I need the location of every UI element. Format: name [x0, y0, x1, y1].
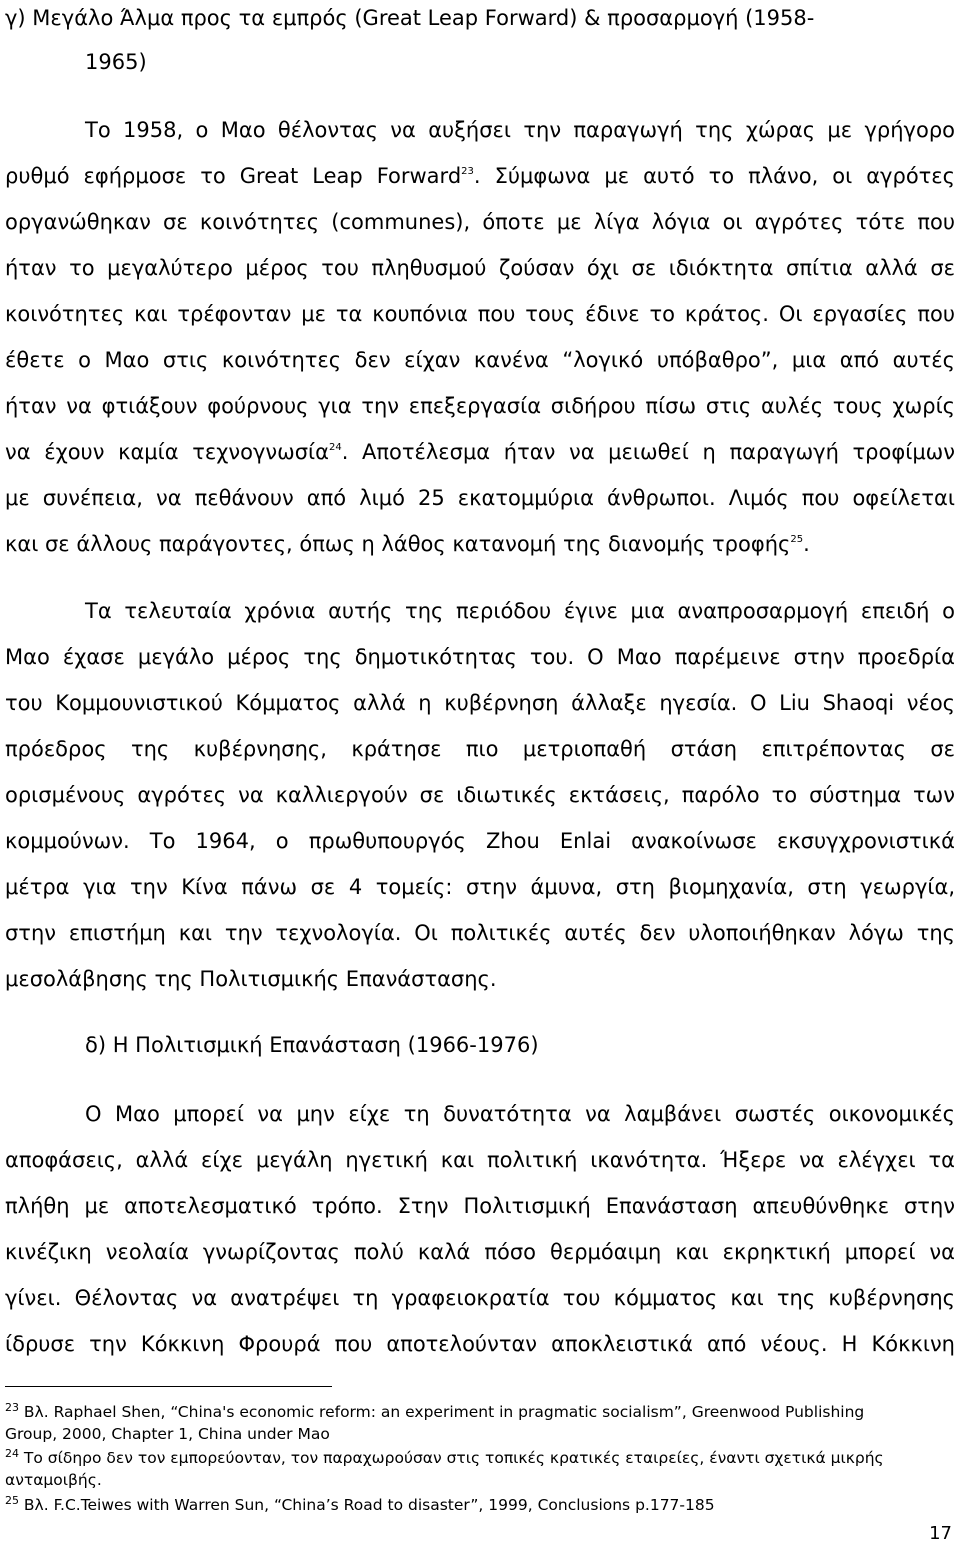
- paragraph-line: Μαο έχασε μεγάλο μέρος της δημοτικότητας του. Ο Μαο παρέμεινε στην προεδρία: [5, 645, 955, 669]
- paragraph-text: .: [803, 532, 810, 556]
- footnote-number: 25: [5, 1494, 19, 1507]
- footnote-24-cont: ανταμοιβής.: [5, 1471, 102, 1489]
- paragraph-line: πλήθη με αποτελεσματικό τρόπο. Στην Πολιτισμική Επανάσταση απευθύνθηκε στην: [5, 1194, 955, 1218]
- footnote-23-cont: Group, 2000, Chapter 1, China under Mao: [5, 1425, 330, 1443]
- paragraph-line: πρόεδρος της κυβέρνησης, κράτησε πιο μετριοπαθή στάση επιτρέποντας σε: [5, 737, 955, 761]
- footnote-number: 24: [5, 1447, 19, 1460]
- paragraph-text: . Αποτέλεσμα ήταν να μειωθεί η παραγωγή τροφίμων: [341, 440, 955, 464]
- paragraph-line: αποφάσεις, αλλά είχε μεγάλη ηγετική και πολιτική ικανότητα. Ήξερε να ελέγχει τα: [5, 1148, 955, 1172]
- paragraph-line: μέτρα για την Κίνα πάνω σε 4 τομείς: στην άμυνα, στη βιομηχανία, στη γεωργία,: [5, 875, 955, 899]
- footnote-23: [5, 1402, 864, 1422]
- paragraph-line: Το 1958, ο Μαο θέλοντας να αυξήσει την παραγωγή της χώρας με γρήγορο: [85, 118, 955, 142]
- footnote-text: Βλ. Raphael Shen, “China's economic reform: an experiment in pragmatic socialism”, Greenwood Publishing: [19, 1403, 865, 1421]
- footnote-number: 23: [5, 1401, 19, 1414]
- paragraph-line: [5, 531, 810, 557]
- footnote-ref-24[interactable]: 24: [328, 442, 342, 453]
- paragraph-line: [5, 439, 955, 465]
- paragraph-line: κοινότητες και τρέφονταν με τα κουπόνια που τους έδινε το κράτος. Οι εργασίες που: [5, 302, 955, 326]
- footnote-text: Το σίδηρο δεν τον εμπορεύονταν, τον παραχωρούσαν στις τοπικές κρατικές εταιρείες, έναντι σχετικά μικρής: [19, 1449, 884, 1467]
- paragraph-line: του Κομμουνιστικού Κόμματος αλλά η κυβέρνηση άλλαξε ηγεσία. Ο Liu Shaoqi νέος: [5, 691, 955, 715]
- paragraph-text: . Σύμφωνα με αυτό το πλάνο, οι αγρότες: [473, 164, 955, 188]
- section-heading-great-leap-cont: 1965): [85, 50, 147, 74]
- paragraph-line: γίνει. Θέλοντας να ανατρέψει τη γραφειοκρατία του κόμματος και της κυβέρνησης: [5, 1286, 955, 1310]
- paragraph-line: ορισμένους αγρότες να καλλιεργούν σε ιδιωτικές εκτάσεις, παρόλο το σύστημα των: [5, 783, 955, 807]
- footnote-ref-25[interactable]: 25: [790, 534, 804, 545]
- paragraph-line: οργανώθηκαν σε κοινότητες (communes), όποτε με λίγα λόγια οι αγρότες τότε που: [5, 210, 955, 234]
- footnote-ref-23[interactable]: 23: [461, 166, 474, 177]
- paragraph-line: ήταν το μεγαλύτερο μέρος του πληθυσμού ζούσαν όχι σε ιδιόκτητα σπίτια αλλά σε: [5, 256, 955, 280]
- paragraph-line: [5, 163, 955, 189]
- paragraph-text: ρυθμό εφήρμοσε το Great Leap Forward: [5, 164, 462, 188]
- section-heading-great-leap: γ) Μεγάλο Άλμα προς τα εμπρός (Great Leap Forward) & προσαρμογή (1958-: [5, 6, 815, 30]
- paragraph-line: ίδρυσε την Κόκκινη Φρουρά που αποτελούνταν αποκλειστικά από νέους. Η Κόκκινη: [5, 1332, 955, 1356]
- paragraph-line: με συνέπεια, να πεθάνουν από λιμό 25 εκατομμύρια άνθρωποι. Λιμός που οφείλεται: [5, 486, 955, 510]
- page-number: 17: [929, 1523, 952, 1544]
- paragraph-line: μεσολάβησης της Πολιτισμικής Επανάστασης.: [5, 967, 497, 991]
- paragraph-line: κομμούνων. Το 1964, ο πρωθυπουργός Zhou Enlai ανακοίνωσε εκσυγχρονιστικά: [5, 829, 955, 853]
- footnote-separator: [5, 1386, 332, 1387]
- paragraph-line: ήταν να φτιάξουν φούρνους για την επεξεργασία σιδήρου πίσω στις αυλές τους χωρίς: [5, 394, 955, 418]
- footnote-25: [5, 1495, 715, 1515]
- paragraph-line: Ο Μαο μπορεί να μην είχε τη δυνατότητα να λαμβάνει σωστές οικονομικές: [85, 1102, 955, 1126]
- paragraph-line: στην επιστήμη και την τεχνολογία. Οι πολιτικές αυτές δεν υλοποιήθηκαν λόγω της: [5, 921, 955, 945]
- paragraph-line: έθετε ο Μαο στις κοινότητες δεν είχαν κανένα “λογικό υπόβαθρο”, μια από αυτές: [5, 348, 955, 372]
- footnote-24: [5, 1448, 884, 1468]
- paragraph-text: και σε άλλους παράγοντες, όπως η λάθος κατανομή της διανομής τροφής: [5, 532, 791, 556]
- paragraph-text: να έχουν καμία τεχνογνωσία: [5, 440, 329, 464]
- footnote-text: Βλ. F.C.Teiwes with Warren Sun, “China’s Road to disaster”, 1999, Conclusions p.177-185: [19, 1496, 715, 1514]
- paragraph-line: Τα τελευταία χρόνια αυτής της περιόδου έγινε μια αναπροσαρμογή επειδή ο: [85, 599, 955, 623]
- section-heading-cultural-revolution: δ) Η Πολιτισμική Επανάσταση (1966-1976): [85, 1033, 539, 1057]
- paragraph-line: κινέζικη νεολαία γνωρίζοντας πολύ καλά πόσο θερμόαιμη και εκρηκτική μπορεί να: [5, 1240, 955, 1264]
